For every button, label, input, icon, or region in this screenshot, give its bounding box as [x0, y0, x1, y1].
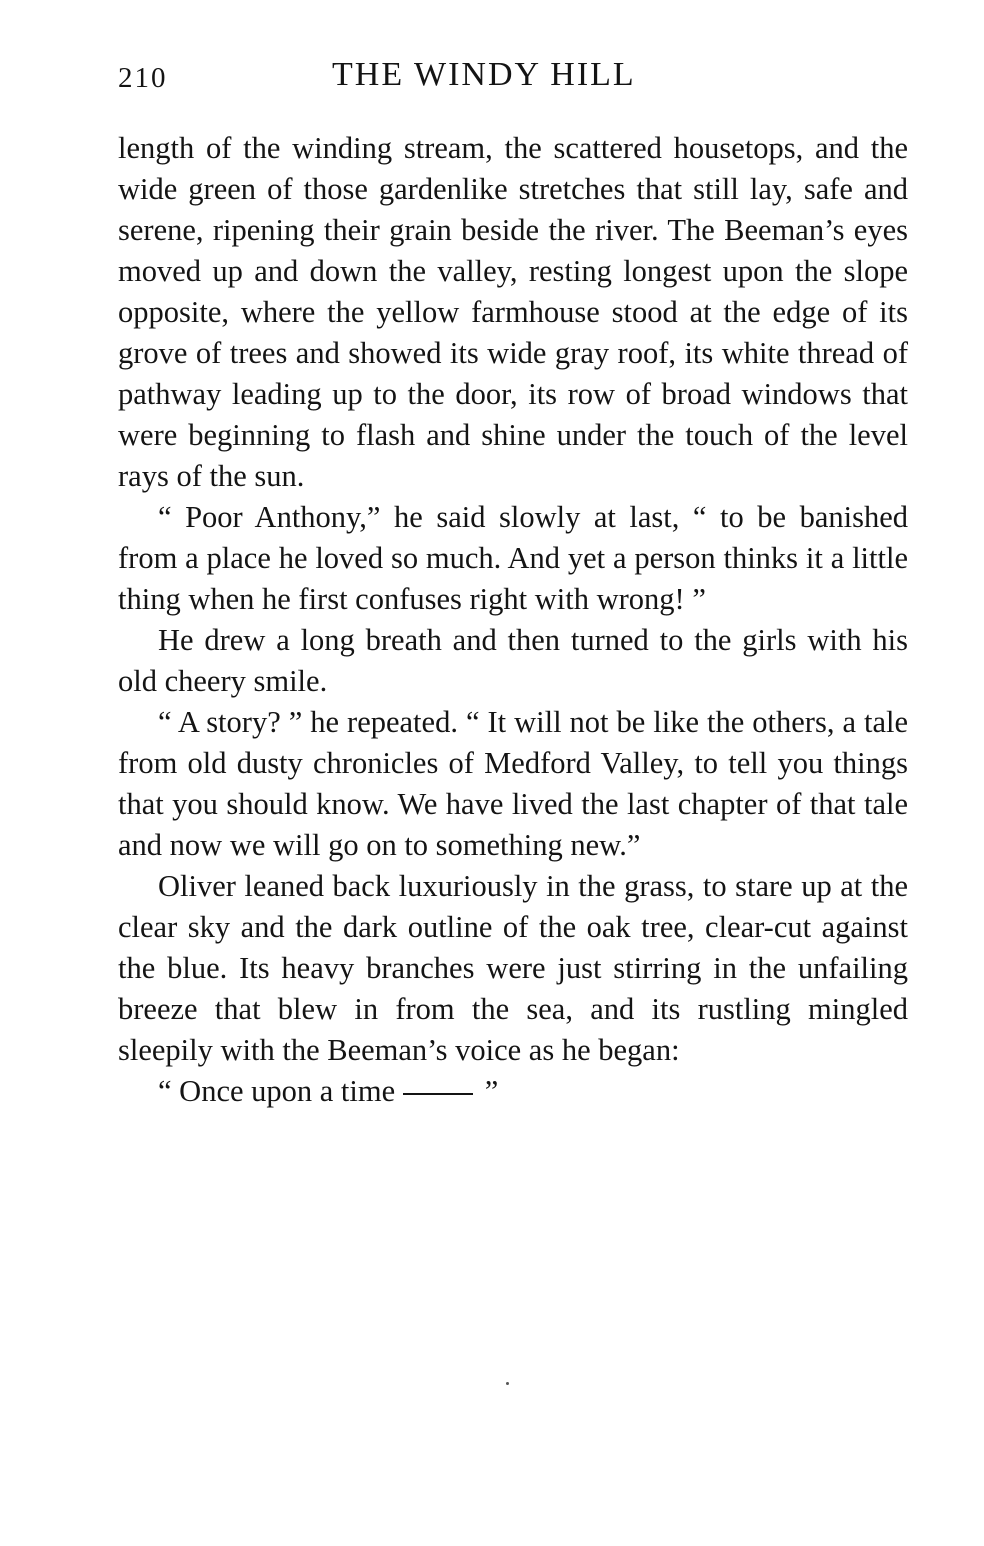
running-head: [118, 56, 908, 100]
paragraph-a-story: “ A story? ” he repeated. “ It will not be like the others, a tale from old dusty chronicles of Medford Valley, to tell you things that you should know. We have lived the last chapter of that tale and now we will go on to something new.”: [118, 705, 908, 862]
print-speck: [506, 1382, 509, 1385]
book-title: THE WINDY HILL: [332, 56, 636, 93]
paragraph-continuation: length of the winding stream, the scattered housetops, and the wide green of those gardenlike stretches that still lay, safe and serene, ripening their grain beside the river. The Beeman’s eyes moved up and down the valley, resting longest upon the slope opposite, where the yellow farmhouse stood at the edge of its grove of trees and showed its wide gray roof, its white thread of pathway leading up to the door, its row of broad windows that were beginning to flash and shine under the touch of the level rays of the sun.: [118, 131, 908, 493]
paragraph-once-upon: [118, 1071, 908, 1112]
paragraph-poor-anthony: “ Poor Anthony,” he said slowly at last, “ to be banished from a place he loved so much. And yet a person thinks it a little thing when he first confuses right with wrong! ”: [118, 500, 908, 616]
em-dash-rule: [403, 1093, 473, 1095]
paragraph-long-breath: He drew a long breath and then turned to the girls with his old cheery smile.: [118, 623, 908, 698]
paragraph-oliver: Oliver leaned back luxuriously in the grass, to stare up at the clear sky and the dark outline of the oak tree, clear-cut against the blue. Its heavy branches were just stirring in the unfailing breeze that blew in from the sea, and its rustling mingled sleepily with the Beeman’s voice as he began:: [118, 869, 908, 1067]
page-number: 210: [118, 62, 168, 94]
closing-line-text: “ Once upon a time: [158, 1074, 396, 1108]
body-text: [118, 128, 908, 1112]
closing-quote: ”: [477, 1074, 499, 1108]
